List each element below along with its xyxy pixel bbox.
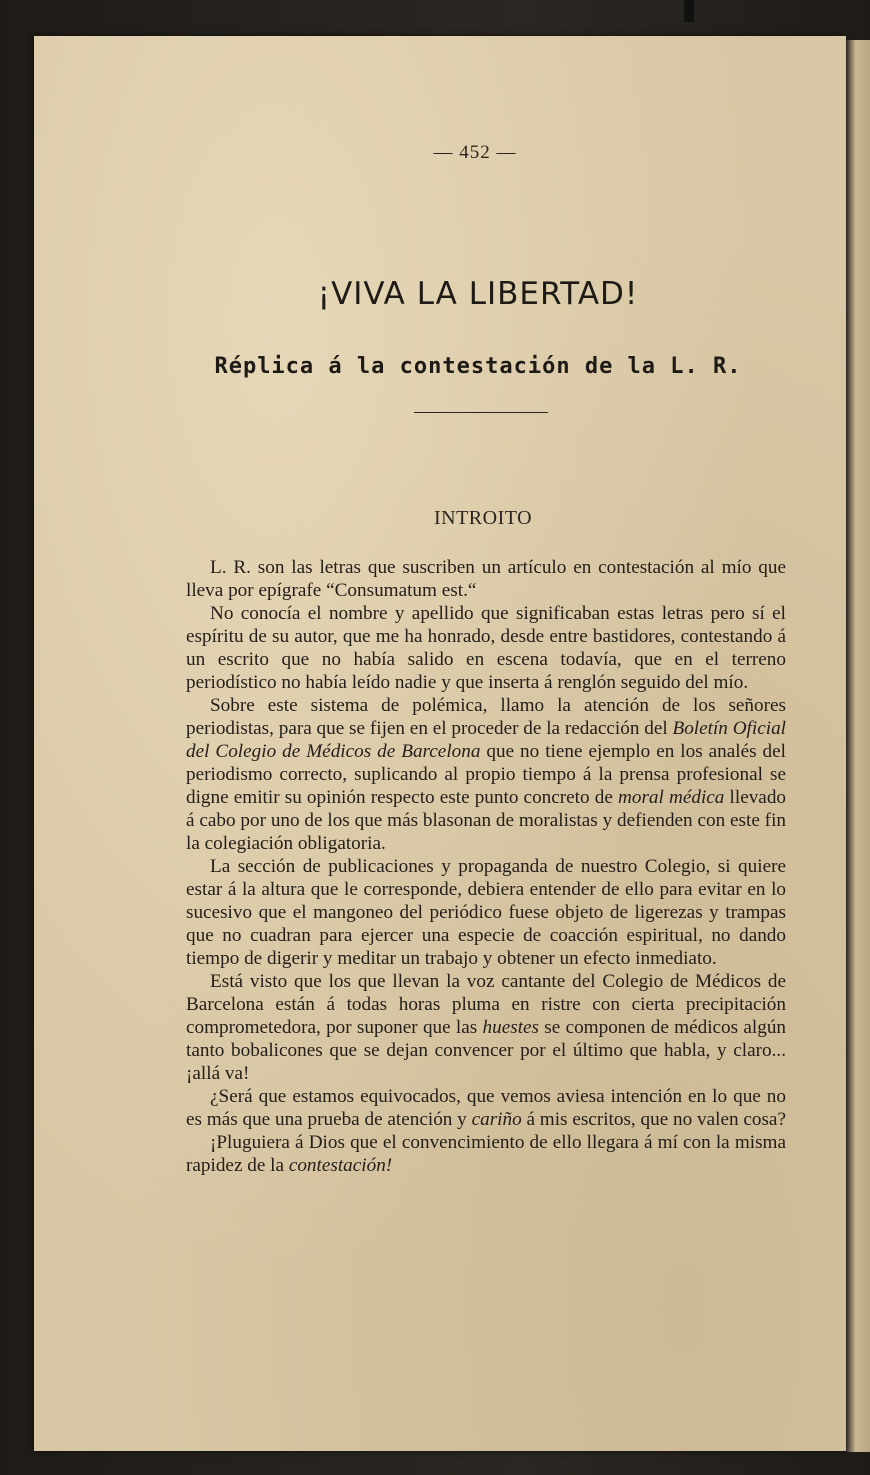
paragraph: [186, 855, 786, 970]
italic-text: cariño: [471, 1109, 522, 1130]
paragraph: [186, 1131, 786, 1177]
paragraph-text: ¿Será que estamos equivocados, que vemos aviesa intención en lo que no es más que una prueba de atención y: [186, 1086, 786, 1130]
paragraph-text: llevado á cabo por uno de los que más blasonan de moralistas y defienden con este fin la colegiación obligatoria.: [186, 787, 787, 854]
section-heading: INTROITO: [433, 507, 533, 529]
paragraph: [186, 602, 786, 694]
body-text: [186, 556, 786, 1177]
paragraph-text: se componen de médicos algún tanto bobalicones que se dejan convencer por el último que habla, y claro... ¡allá va!: [186, 1017, 787, 1084]
paragraph: [186, 970, 786, 1085]
paragraph-text: ¡Pluguiera á Dios que el convencimiento de ello llegara á mí con la misma rapidez de la: [186, 1132, 786, 1176]
italic-text: Boletín Oficial del Colegio de Médicos de Barcelona: [186, 718, 786, 762]
binding-mark: [684, 0, 694, 22]
paragraph-text: L. R. son las letras que suscriben un artículo en contestación al mío que lleva por epígrafe “Consumatum est.“: [186, 557, 786, 601]
page-number: — 452 —: [433, 142, 517, 163]
paragraph-text: La sección de publicaciones y propaganda de nuestro Colegio, si quiere estar á la altura que le corresponde, debiera entender de ello para evitar en lo sucesivo que el mangoneo del periódico fuese objeto de ligerezas y trampas que no cuadran para ejercer una especie de coacción espiritual, no dando tiempo de digerir y meditar un trabajo y obtener un efecto inmediato.: [186, 856, 786, 969]
divider-rule: [414, 412, 548, 413]
italic-text: moral médica: [618, 787, 725, 808]
paragraph: [186, 694, 786, 855]
paragraph-text: que no tiene ejemplo en los analés del periodismo correcto, suplicando al propio tiempo á la prensa profesional se digne emitir su opinión respecto este punto concreto de: [186, 741, 786, 808]
paragraph-text: Está visto que los que llevan la voz cantante del Colegio de Médicos de Barcelona están á todas horas pluma en ristre con cierta precipitación comprometedora, por suponer que las: [186, 971, 786, 1038]
paragraph-text: Sobre este sistema de polémica, llamo la atención de los señores periodistas, para que se fijen en el proceder de la redacción del: [186, 695, 786, 739]
paragraph-text: á mis escritos, que no valen cosa?: [521, 1109, 786, 1130]
subtitle: Réplica á la contestación de la L. R.: [214, 354, 742, 379]
paragraph: [186, 1085, 786, 1131]
paragraph-text: No conocía el nombre y apellido que significaban estas letras pero sí el espíritu de su autor, que me ha honrado, desde entre bastidores, contestando á un escrito que no había salido en escena todavía, que en el terreno periodístico no había leído nadie y que inserta á renglón seguido del mío.: [186, 603, 786, 693]
next-page-edge: [846, 40, 870, 1452]
italic-text: contestación!: [288, 1155, 393, 1176]
italic-text: huestes: [482, 1017, 540, 1038]
page-title: ¡VIVA LA LIBERTAD!: [317, 276, 639, 312]
paragraph: [186, 556, 786, 602]
